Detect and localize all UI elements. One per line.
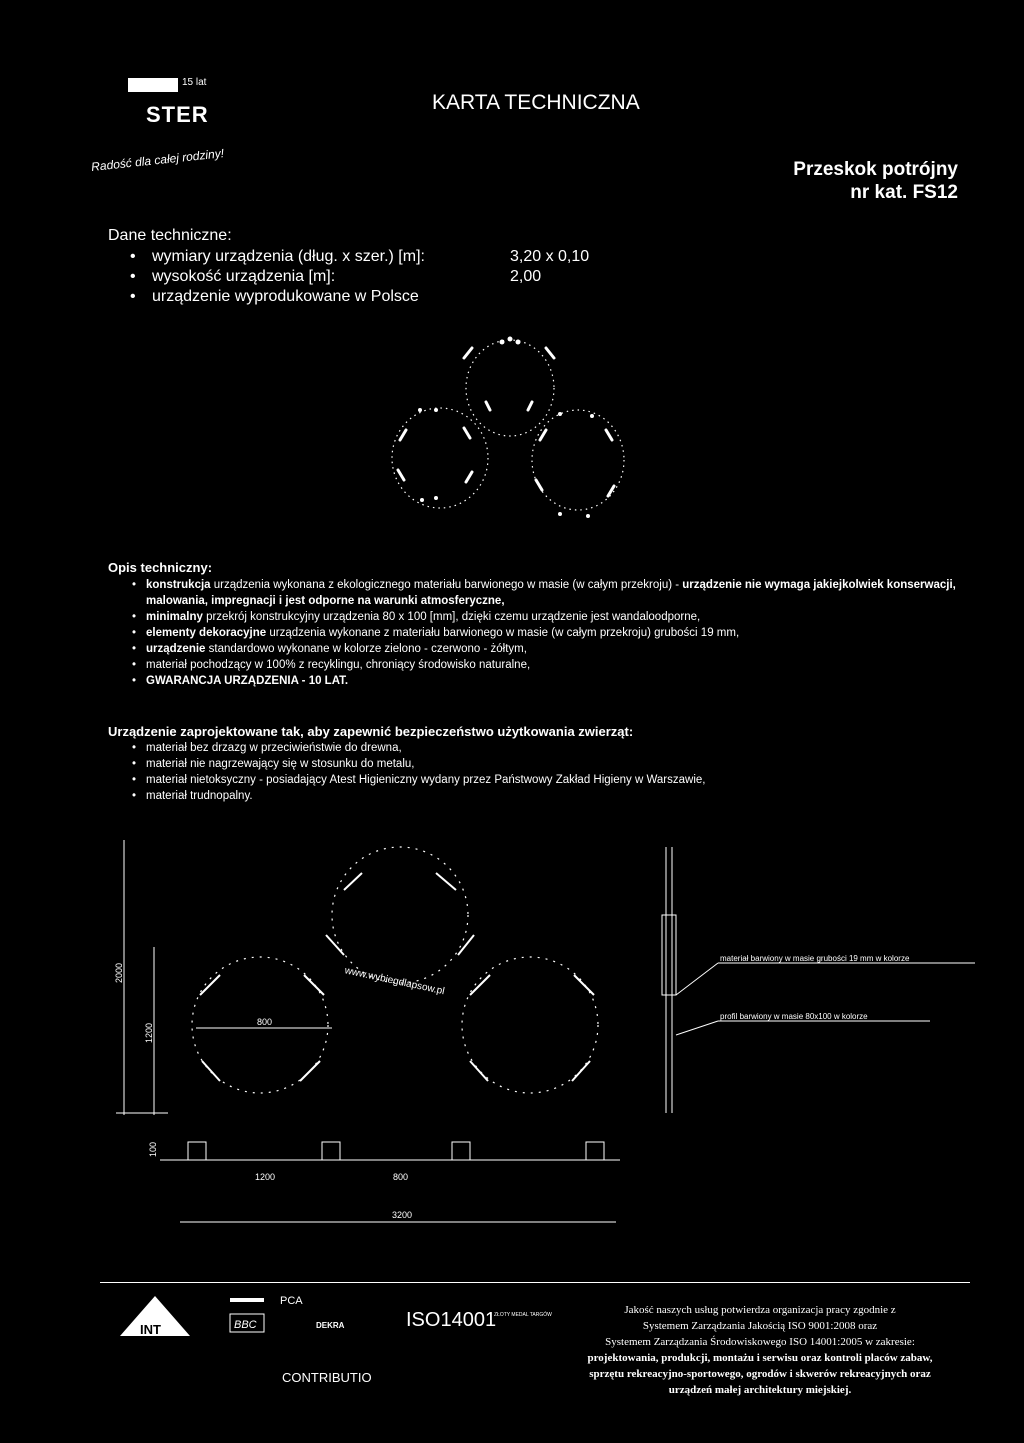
front-ring-top: [332, 847, 468, 983]
item-bold-end: urządzenie nie wymaga jakiejkolwiek konserwacji, malowania, impregnacji i jest odporne na warunki atmosferyczne,: [146, 579, 956, 607]
footer-line-4: projektowania, produkcji, montażu i serwisu oraz kontroli placów zabaw,: [587, 1352, 933, 1364]
dim-1200-vertical: 1200: [144, 1022, 154, 1043]
tech-item-label: wysokość urządzenia [m]:: [152, 268, 336, 285]
page-title: KARTA TECHNICZNA: [432, 91, 640, 114]
footer-line-1: Jakość naszych usług potwierdza organizacja pracy zgodnie z: [624, 1304, 896, 1316]
catalog-number: nr kat. FS12: [850, 182, 958, 203]
description-heading: Opis techniczny:: [108, 560, 213, 575]
tech-item-label: wymiary urządzenia (dług. x szer.) [m]:: [152, 248, 425, 265]
footer-text: [560, 1302, 960, 1398]
item-text: urządzenia wykonane z materiału barwionego w masie (w całym przekroju) grubości 19 mm,: [266, 627, 740, 639]
item-bold: konstrukcja: [146, 579, 211, 591]
product-name: Przeskok potrójny: [793, 159, 958, 180]
safety-item: • materiał trudnopalny.: [146, 788, 976, 804]
dim-3200: 3200: [392, 1210, 413, 1220]
description-item: [146, 673, 976, 689]
dim-800-front: 800: [257, 1017, 273, 1027]
banner-text: www.wybiegdlapsow.pl: [343, 965, 446, 998]
callout-text-2: profil barwiony w masie 80x100 w kolorze: [720, 1012, 868, 1021]
description-item: [146, 577, 976, 609]
item-text: przekrój konstrukcyjny urządzenia 80 x 100 [mm], dzięki czemu urządzenie jest wandaloodporne,: [202, 611, 701, 623]
logo-name: STER: [146, 102, 209, 127]
certification-logos: [110, 1290, 560, 1400]
plan-post: [188, 1142, 206, 1160]
description-item: [146, 641, 976, 657]
description-list: [146, 577, 976, 689]
callout-line-1: [676, 963, 718, 995]
item-text: standardowo wykonane w kolorze zielono - czerwono - żółtym,: [205, 643, 527, 655]
safety-item: • materiał bez drzazg w przeciwieństwie do drewna,: [146, 740, 976, 756]
pca-logo: PCA: [280, 1295, 303, 1307]
paw-decorations: [418, 337, 594, 519]
product-illustration: [360, 330, 660, 530]
product-title: [793, 158, 958, 204]
footer-line-6: urządzeń małej architektury miejskiej.: [668, 1384, 852, 1396]
item-bold: urządzenie: [146, 643, 206, 655]
plan-post: [586, 1142, 604, 1160]
item-bold: GWARANCJA URZĄDZENIA - 10 LAT.: [146, 675, 349, 687]
logo-years: 15 lat: [182, 77, 207, 88]
tech-item: [130, 287, 425, 307]
drawing-labels: [114, 954, 910, 1220]
footer-line-2: Systemem Zarządzania Jakością ISO 9001:2008 oraz: [642, 1320, 878, 1332]
item-text: materiał pochodzący w 100% z recyklingu, chroniący środowisko naturalne,: [146, 659, 531, 671]
slogan: Radość dla całej rodziny!: [90, 146, 225, 174]
callout-text-1: materiał barwiony w masie grubości 19 mm w kolorze: [720, 954, 910, 963]
dim-2000: 2000: [114, 962, 124, 983]
item-text: urządzenia wykonana z ekologicznego materiału barwionego w masie (w całym przekroju) -: [210, 579, 683, 591]
ring-left: [392, 408, 488, 508]
footer-line-3: Systemem Zarządzania Środowiskowego ISO 14001:2005 w zakresie:: [605, 1336, 915, 1348]
plan-post: [322, 1142, 340, 1160]
technical-drawing: [100, 835, 980, 1235]
tech-data-heading: Dane techniczne:: [108, 227, 232, 244]
ring-top: [466, 340, 554, 436]
iso-logo: ISO14001: [406, 1309, 497, 1331]
dim-100: 100: [148, 1141, 158, 1157]
item-bold: elementy dekoracyjne: [146, 627, 267, 639]
tech-data-list: [130, 247, 590, 307]
bbc-logo: BBC: [234, 1319, 257, 1331]
bone-decorations: [398, 348, 614, 496]
description-item: [146, 625, 976, 641]
dim-1200: 1200: [255, 1172, 276, 1182]
dim-800: 800: [393, 1172, 409, 1182]
int-logo-text: INT: [140, 1322, 161, 1337]
plan-post: [452, 1142, 470, 1160]
footer-line-5: sprzętu rekreacyjno-sportowego, ogrodów i skwerów rekreacyjnych oraz: [589, 1368, 931, 1380]
safety-item: • materiał nie nagrzewający się w stosunku do metalu,: [146, 756, 976, 772]
tech-item-value: 3,20 x 0,10: [510, 248, 590, 265]
item-bold: minimalny: [146, 611, 203, 623]
description-item: [146, 609, 976, 625]
safety-item: • materiał nietoksyczny - posiadający Atest Higieniczny wydany przez Państwowy Zakład Higieny w Warszawie,: [146, 772, 976, 788]
safety-list: [146, 740, 976, 804]
callout-line-2: [676, 1021, 718, 1035]
dekra-logo: DEKRA: [316, 1321, 345, 1330]
gold-medal-logo: ZŁOTY MEDAL TARGÓW: [494, 1312, 552, 1318]
logo-mark: [128, 78, 178, 92]
pca-bar: [230, 1298, 264, 1302]
side-panel: [662, 915, 676, 995]
footer-divider: [100, 1282, 970, 1283]
tech-item: [130, 247, 590, 267]
contributor-text: CONTRIBUTIO: [282, 1370, 372, 1385]
tech-item-value: 2,00: [510, 268, 542, 285]
tech-item-label: urządzenie wyprodukowane w Polsce: [152, 288, 419, 305]
safety-heading: Urządzenie zaprojektowane tak, aby zapewnić bezpieczeństwo użytkowania zwierząt:: [108, 724, 634, 739]
description-item: [146, 657, 976, 673]
tech-item: [130, 267, 542, 287]
